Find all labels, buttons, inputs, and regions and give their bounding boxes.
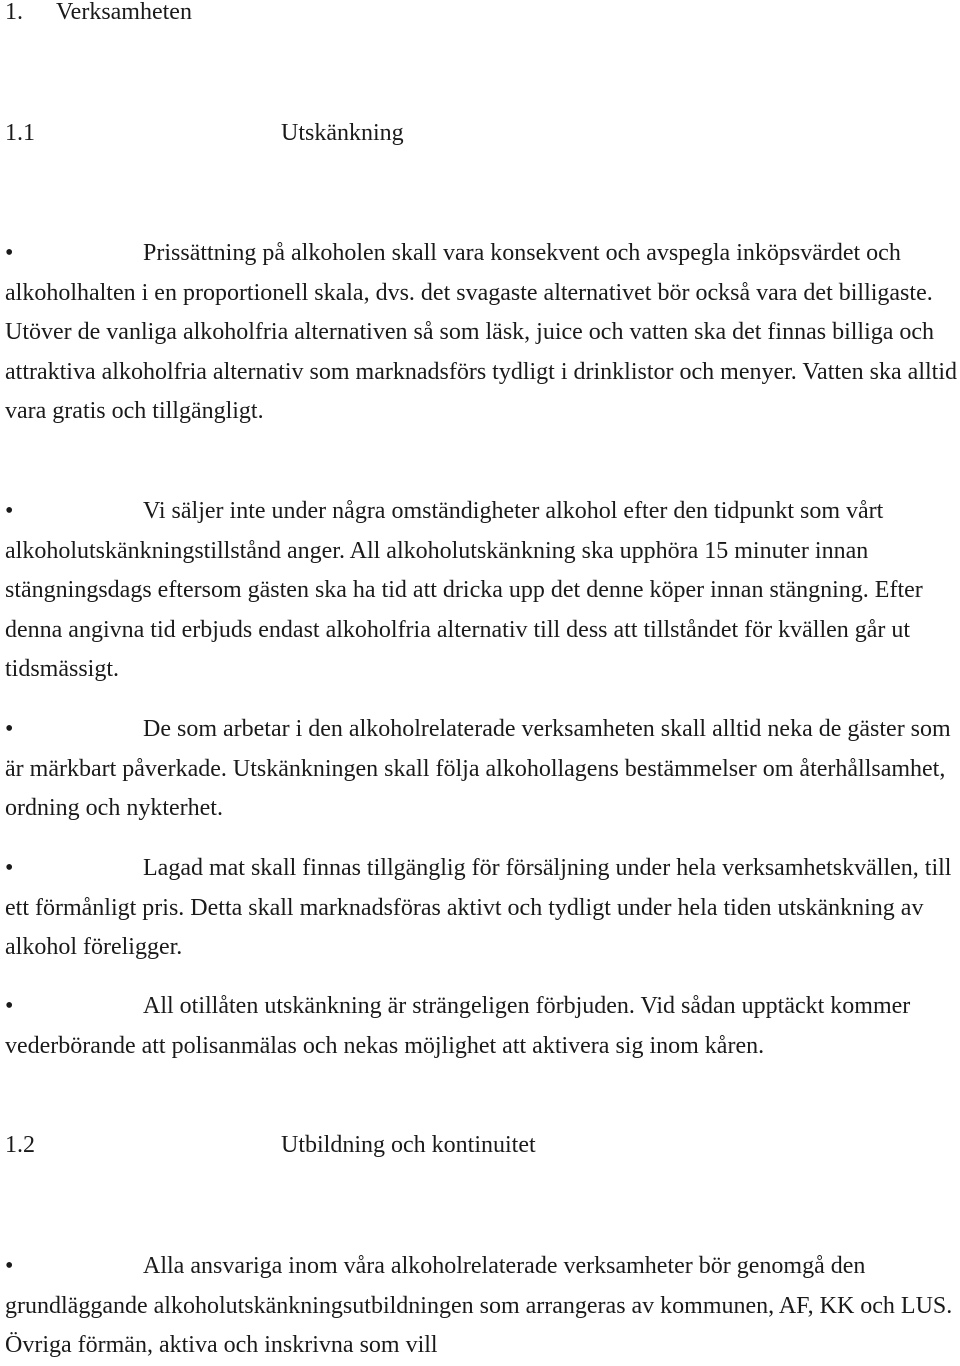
section-title: Verksamheten bbox=[56, 0, 192, 25]
bullet-marker: • bbox=[5, 498, 14, 524]
bullet-marker: • bbox=[5, 855, 14, 881]
bullet-text: Alla ansvariga inom våra alkoholrelaterade verksamheter bör genomgå den grundläggande alkoholutskänkningsutbildningen som arrangeras av kommunen, AF, KK och LUS. Övriga förmän, aktiva och inskrivna som vill bbox=[5, 1253, 953, 1358]
bullet-text: Vi säljer inte under några omständigheter alkohol efter den tidpunkt som vårt alkoholutskänkningstillstånd anger. All alkoholutskänkning ska upphöra 15 minuter innan stängningsdags eftersom gästen ska ha tid att dricka upp det denne köper innan stängning. Efter denna angivna tid erbjuds endast alkoholfria alternativ till dess att tillståndet för kvällen går ut tidsmässigt. bbox=[5, 498, 923, 682]
bullet-marker: • bbox=[5, 240, 14, 266]
bullet-marker: • bbox=[5, 1253, 14, 1279]
section-number: 1. bbox=[5, 0, 23, 25]
bullet-paragraph bbox=[5, 492, 960, 690]
bullet-text: De som arbetar i den alkoholrelaterade verksamheten skall alltid neka de gäster som är märkbart påverkade. Utskänkningen skall följa alkohollagens bestämmelser om återhållsamhet, ordning och nykterhet. bbox=[5, 716, 951, 821]
bullet-paragraph bbox=[5, 234, 960, 432]
bullet-text: Prissättning på alkoholen skall vara konsekvent och avspegla inköpsvärdet och alkoholhalten i en proportionell skala, dvs. det svagaste alternativet bör också vara det billigaste. Utöver de vanliga alkoholfria alternativen så som läsk, juice och vatten ska det finnas billiga och attraktiva alkoholfria alternativ som marknadsförs tydligt i drinklistor och menyer. Vatten ska alltid vara gratis och tillgängligt. bbox=[5, 240, 957, 424]
section-title: Utskänkning bbox=[281, 120, 404, 146]
section-number: 1.1 bbox=[5, 120, 35, 146]
bullet-marker: • bbox=[5, 993, 14, 1019]
bullet-paragraph bbox=[5, 849, 960, 968]
bullet-text: Lagad mat skall finnas tillgänglig för försäljning under hela verksamhetskvällen, till ett förmånligt pris. Detta skall marknadsföras aktivt och tydligt under hela tiden utskänkning av alkohol föreligger. bbox=[5, 855, 952, 960]
bullet-paragraph bbox=[5, 1247, 960, 1366]
bullet-paragraph bbox=[5, 710, 960, 829]
section-number: 1.2 bbox=[5, 1132, 35, 1158]
bullet-paragraph bbox=[5, 987, 960, 1066]
bullet-text: All otillåten utskänkning är strängeligen förbjuden. Vid sådan upptäckt kommer vederbörande att polisanmälas och nekas möjlighet att aktivera sig inom kåren. bbox=[5, 993, 911, 1059]
section-title: Utbildning och kontinuitet bbox=[281, 1132, 536, 1158]
bullet-marker: • bbox=[5, 716, 14, 742]
